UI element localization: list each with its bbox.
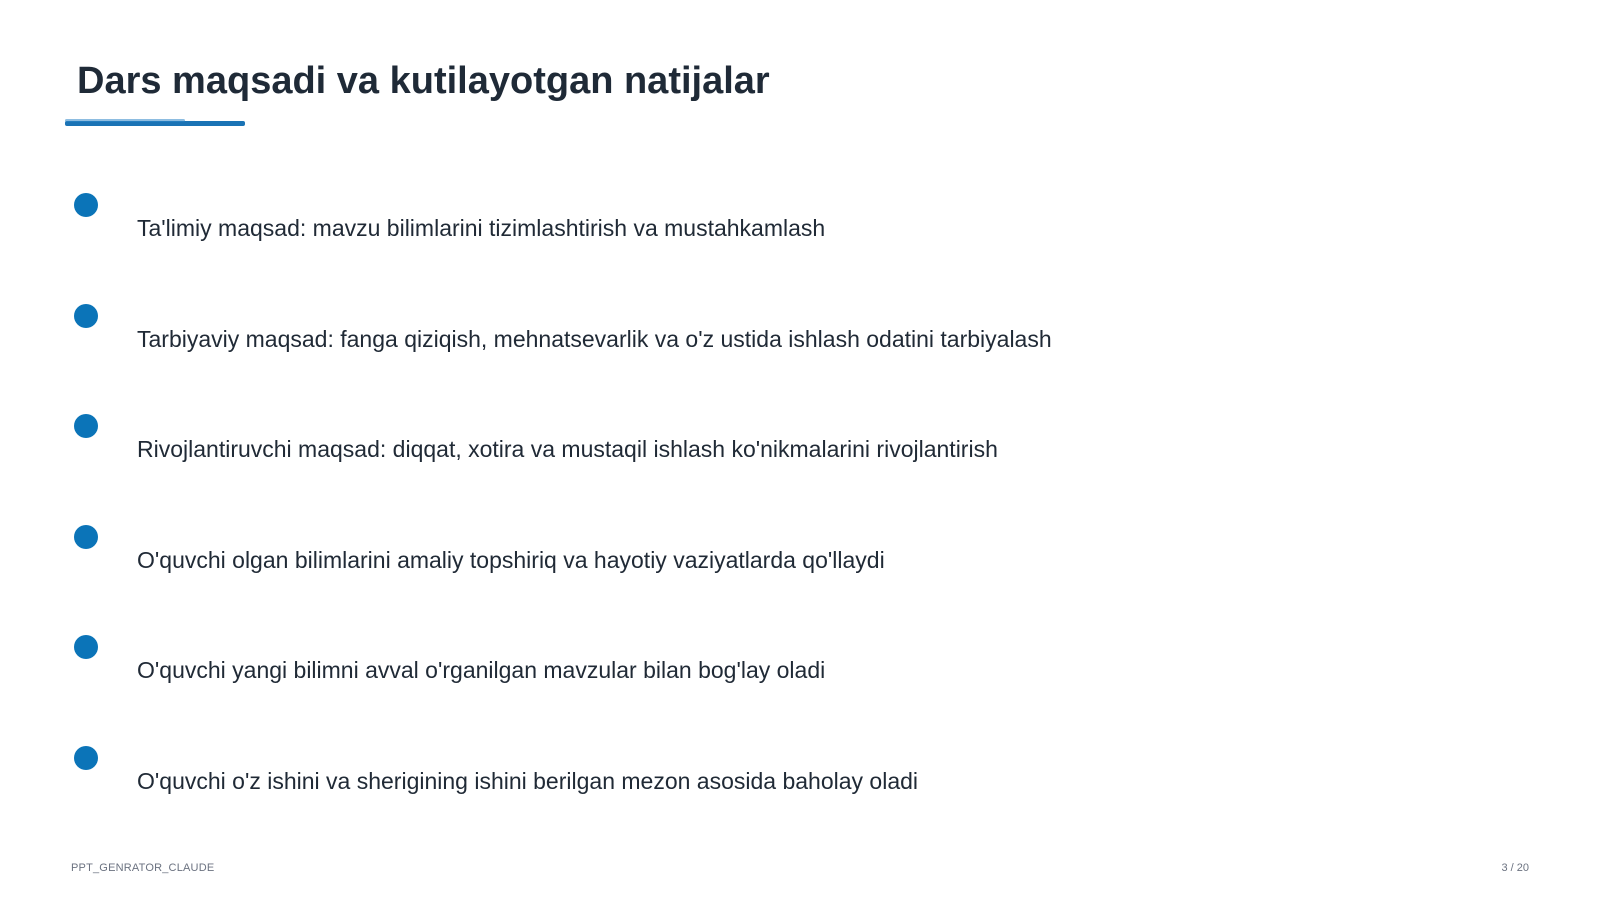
list-item bbox=[0, 193, 1500, 263]
bullet-dot-icon bbox=[74, 635, 98, 659]
slide-title: Dars maqsadi va kutilayotgan natijalar bbox=[77, 60, 770, 102]
footer-label: PPT_GENRATOR_CLAUDE bbox=[71, 862, 215, 874]
bullet-dot-icon bbox=[74, 304, 98, 328]
bullet-text: O'quvchi yangi bilimni avval o'rganilgan mavzular bilan bog'lay oladi bbox=[137, 657, 826, 683]
bullet-text: Tarbiyaviy maqsad: fanga qiziqish, mehnatsevarlik va o'z ustida ishlash odatini tarbiyalash bbox=[137, 326, 1052, 352]
bullet-text: O'quvchi olgan bilimlarini amaliy topshiriq va hayotiy vaziyatlarda qo'llaydi bbox=[137, 547, 885, 573]
bullet-dot-icon bbox=[74, 414, 98, 438]
bullet-dot-icon bbox=[74, 746, 98, 770]
page-indicator: 3 / 20 bbox=[1501, 862, 1529, 874]
bullet-text: Ta'limiy maqsad: mavzu bilimlarini tizimlashtirish va mustahkamlash bbox=[137, 215, 826, 241]
bullet-text: O'quvchi o'z ishini va sherigining ishini berilgan mezon asosida baholay oladi bbox=[137, 768, 919, 794]
bullet-dot-icon bbox=[74, 193, 98, 217]
bullet-dot-icon bbox=[74, 525, 98, 549]
list-item bbox=[0, 304, 1500, 374]
list-item bbox=[0, 525, 1500, 595]
list-item bbox=[0, 414, 1500, 484]
list-item bbox=[0, 746, 1500, 816]
list-item bbox=[0, 635, 1500, 705]
bullet-text: Rivojlantiruvchi maqsad: diqqat, xotira va mustaqil ishlash ko'nikmalarini rivojlantirish bbox=[137, 436, 998, 462]
